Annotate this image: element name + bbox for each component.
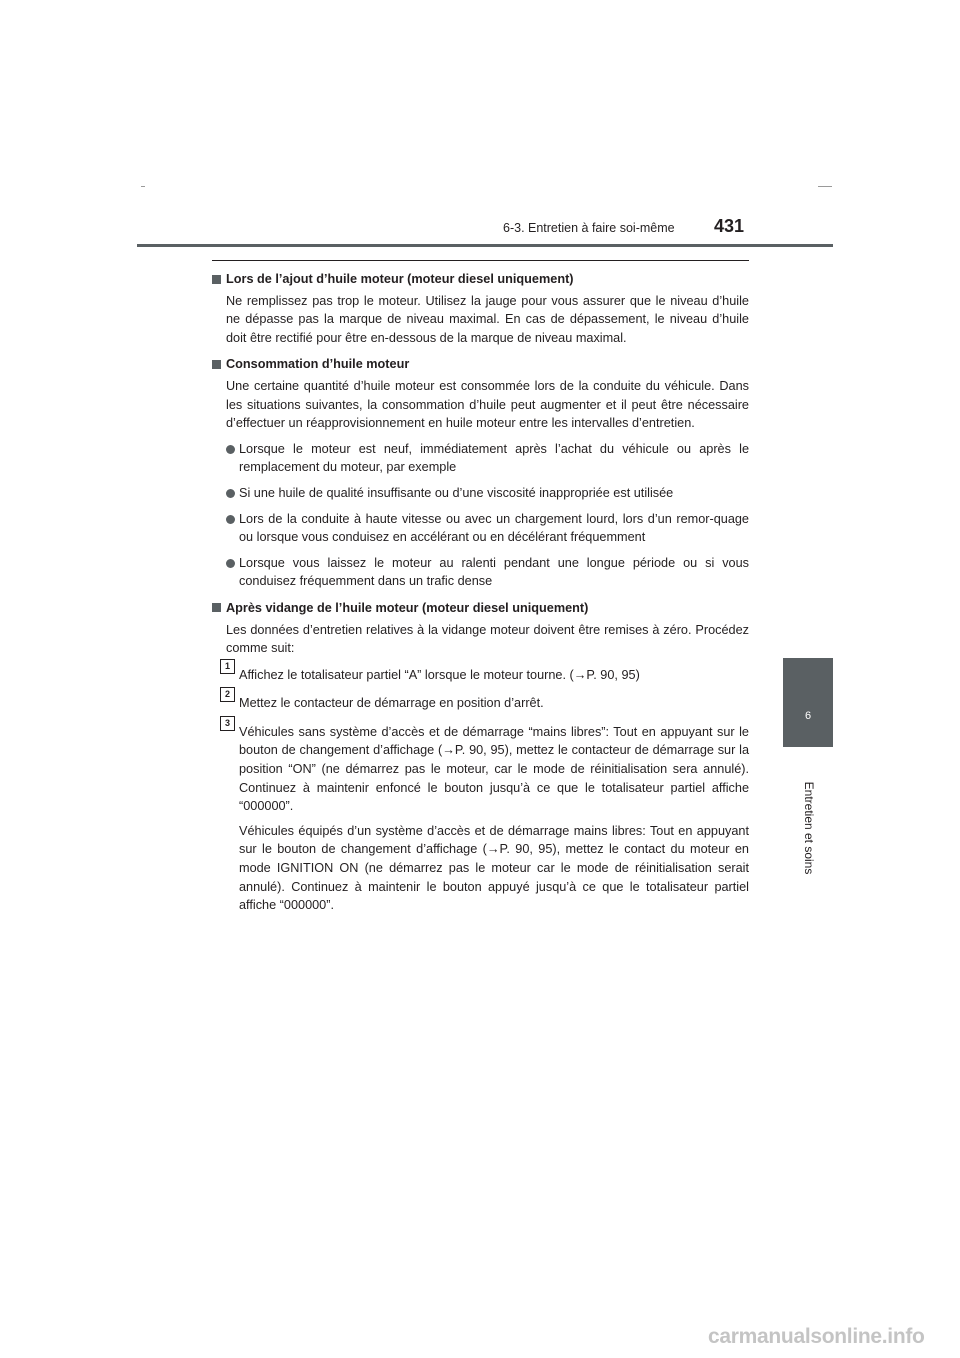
list-item: Lorsque le moteur est neuf, immédiatement après l’achat du véhicule ou après le remplacement du moteur, par exemple [212, 440, 749, 477]
step-item [212, 660, 749, 685]
chapter-number: 6 [804, 710, 812, 722]
step-text: Véhicules sans système d’accès et de démarrage “mains libres”: Tout en appuyant sur le bouton de changement d’affichage (→P. 90, 95), mettez le contacteur de démarrage sur la position “ON” (ne démarrez pas le moteur, car le mode de réinitialisation sera annulé). Continuez à maintenir enfoncé le bouton jusqu’à ce que le totalisateur partiel affiche “000000”. [239, 724, 749, 814]
section-rule [212, 260, 749, 261]
section-after-oil-change [212, 599, 749, 915]
section-oil-add [212, 270, 749, 347]
page-content [212, 266, 749, 923]
step-text-continued: Véhicules équipés d’un système d’accès et de démarrage mains libres: Tout en appuyant sur le bouton de changement d’affichage (→P. 90, 95), mettez le contact du moteur en mode IGNITION ON (ne démarrez pas le moteur car le mode de réinitialisation serait annulé). Continuez à maintenir le bouton appuyé jusqu’à ce que le totalisateur partiel affiche “000000”. [239, 823, 749, 913]
step-number-badge: 2 [220, 687, 235, 702]
list-item: Lors de la conduite à haute vitesse ou avec un chargement lourd, lors d’un remor-quage ou lorsque vous conduisez en accélérant ou en décélérant fréquemment [212, 510, 749, 547]
header-rule [137, 244, 833, 247]
section-body: Une certaine quantité d’huile moteur est consommée lors de la conduite du véhicule. Dans les situations suivantes, la consommation d’huile peut augmenter et il peut être nécessaire d’effectuer un réapprovisionnement en huile moteur entre les intervalles d’entretien. [226, 378, 749, 431]
step-text: Mettez le contacteur de démarrage en position d’arrêt. [239, 696, 544, 711]
step-item [212, 717, 749, 915]
chapter-tab [783, 658, 833, 747]
list-item: Lorsque vous laissez le moteur au ralenti pendant une longue période ou si vous conduisez fréquemment dans un trafic dense [212, 554, 749, 591]
step-item [212, 689, 749, 713]
section-title: Lors de l’ajout d’huile moteur (moteur diesel uniquement) [226, 272, 574, 286]
round-bullet-icon [226, 489, 235, 498]
chapter-label: Entretien et soins [802, 781, 816, 875]
section-body: Ne remplissez pas trop le moteur. Utilisez la jauge pour vous assurer que le niveau d’huile ne dépasse pas la marque de niveau maximal. En cas de dépassement, le niveau d’huile doit être rectifié pour être en-dessous de la marque de niveau maximal. [226, 293, 749, 345]
step-text: Affichez le totalisateur partiel “A” lorsque le moteur tourne. (→P. 90, 95) [239, 667, 640, 682]
section-oil-consumption [212, 355, 749, 591]
step-number-badge: 1 [220, 659, 235, 674]
watermark: carmanualsonline.info [708, 1325, 925, 1348]
round-bullet-icon [226, 445, 235, 454]
square-bullet-icon [212, 360, 221, 369]
round-bullet-icon [226, 515, 235, 524]
square-bullet-icon [212, 603, 221, 612]
crop-mark-right [818, 186, 832, 187]
section-title: Consommation d’huile moteur [226, 357, 410, 372]
list-item: Si une huile de qualité insuffisante ou d’une viscosité inappropriée est utilisée [212, 484, 749, 503]
page-number: 431 [714, 216, 745, 236]
square-bullet-icon [212, 275, 221, 284]
section-body: Les données d’entretien relatives à la vidange moteur doivent être remises à zéro. Procédez comme suit: [226, 622, 749, 656]
round-bullet-icon [226, 559, 235, 568]
step-number-badge: 3 [220, 716, 235, 731]
crop-mark-left [141, 186, 145, 187]
section-title: Après vidange de l’huile moteur (moteur diesel uniquement) [226, 600, 589, 615]
header-section-title: 6-3. Entretien à faire soi-même [503, 221, 675, 235]
